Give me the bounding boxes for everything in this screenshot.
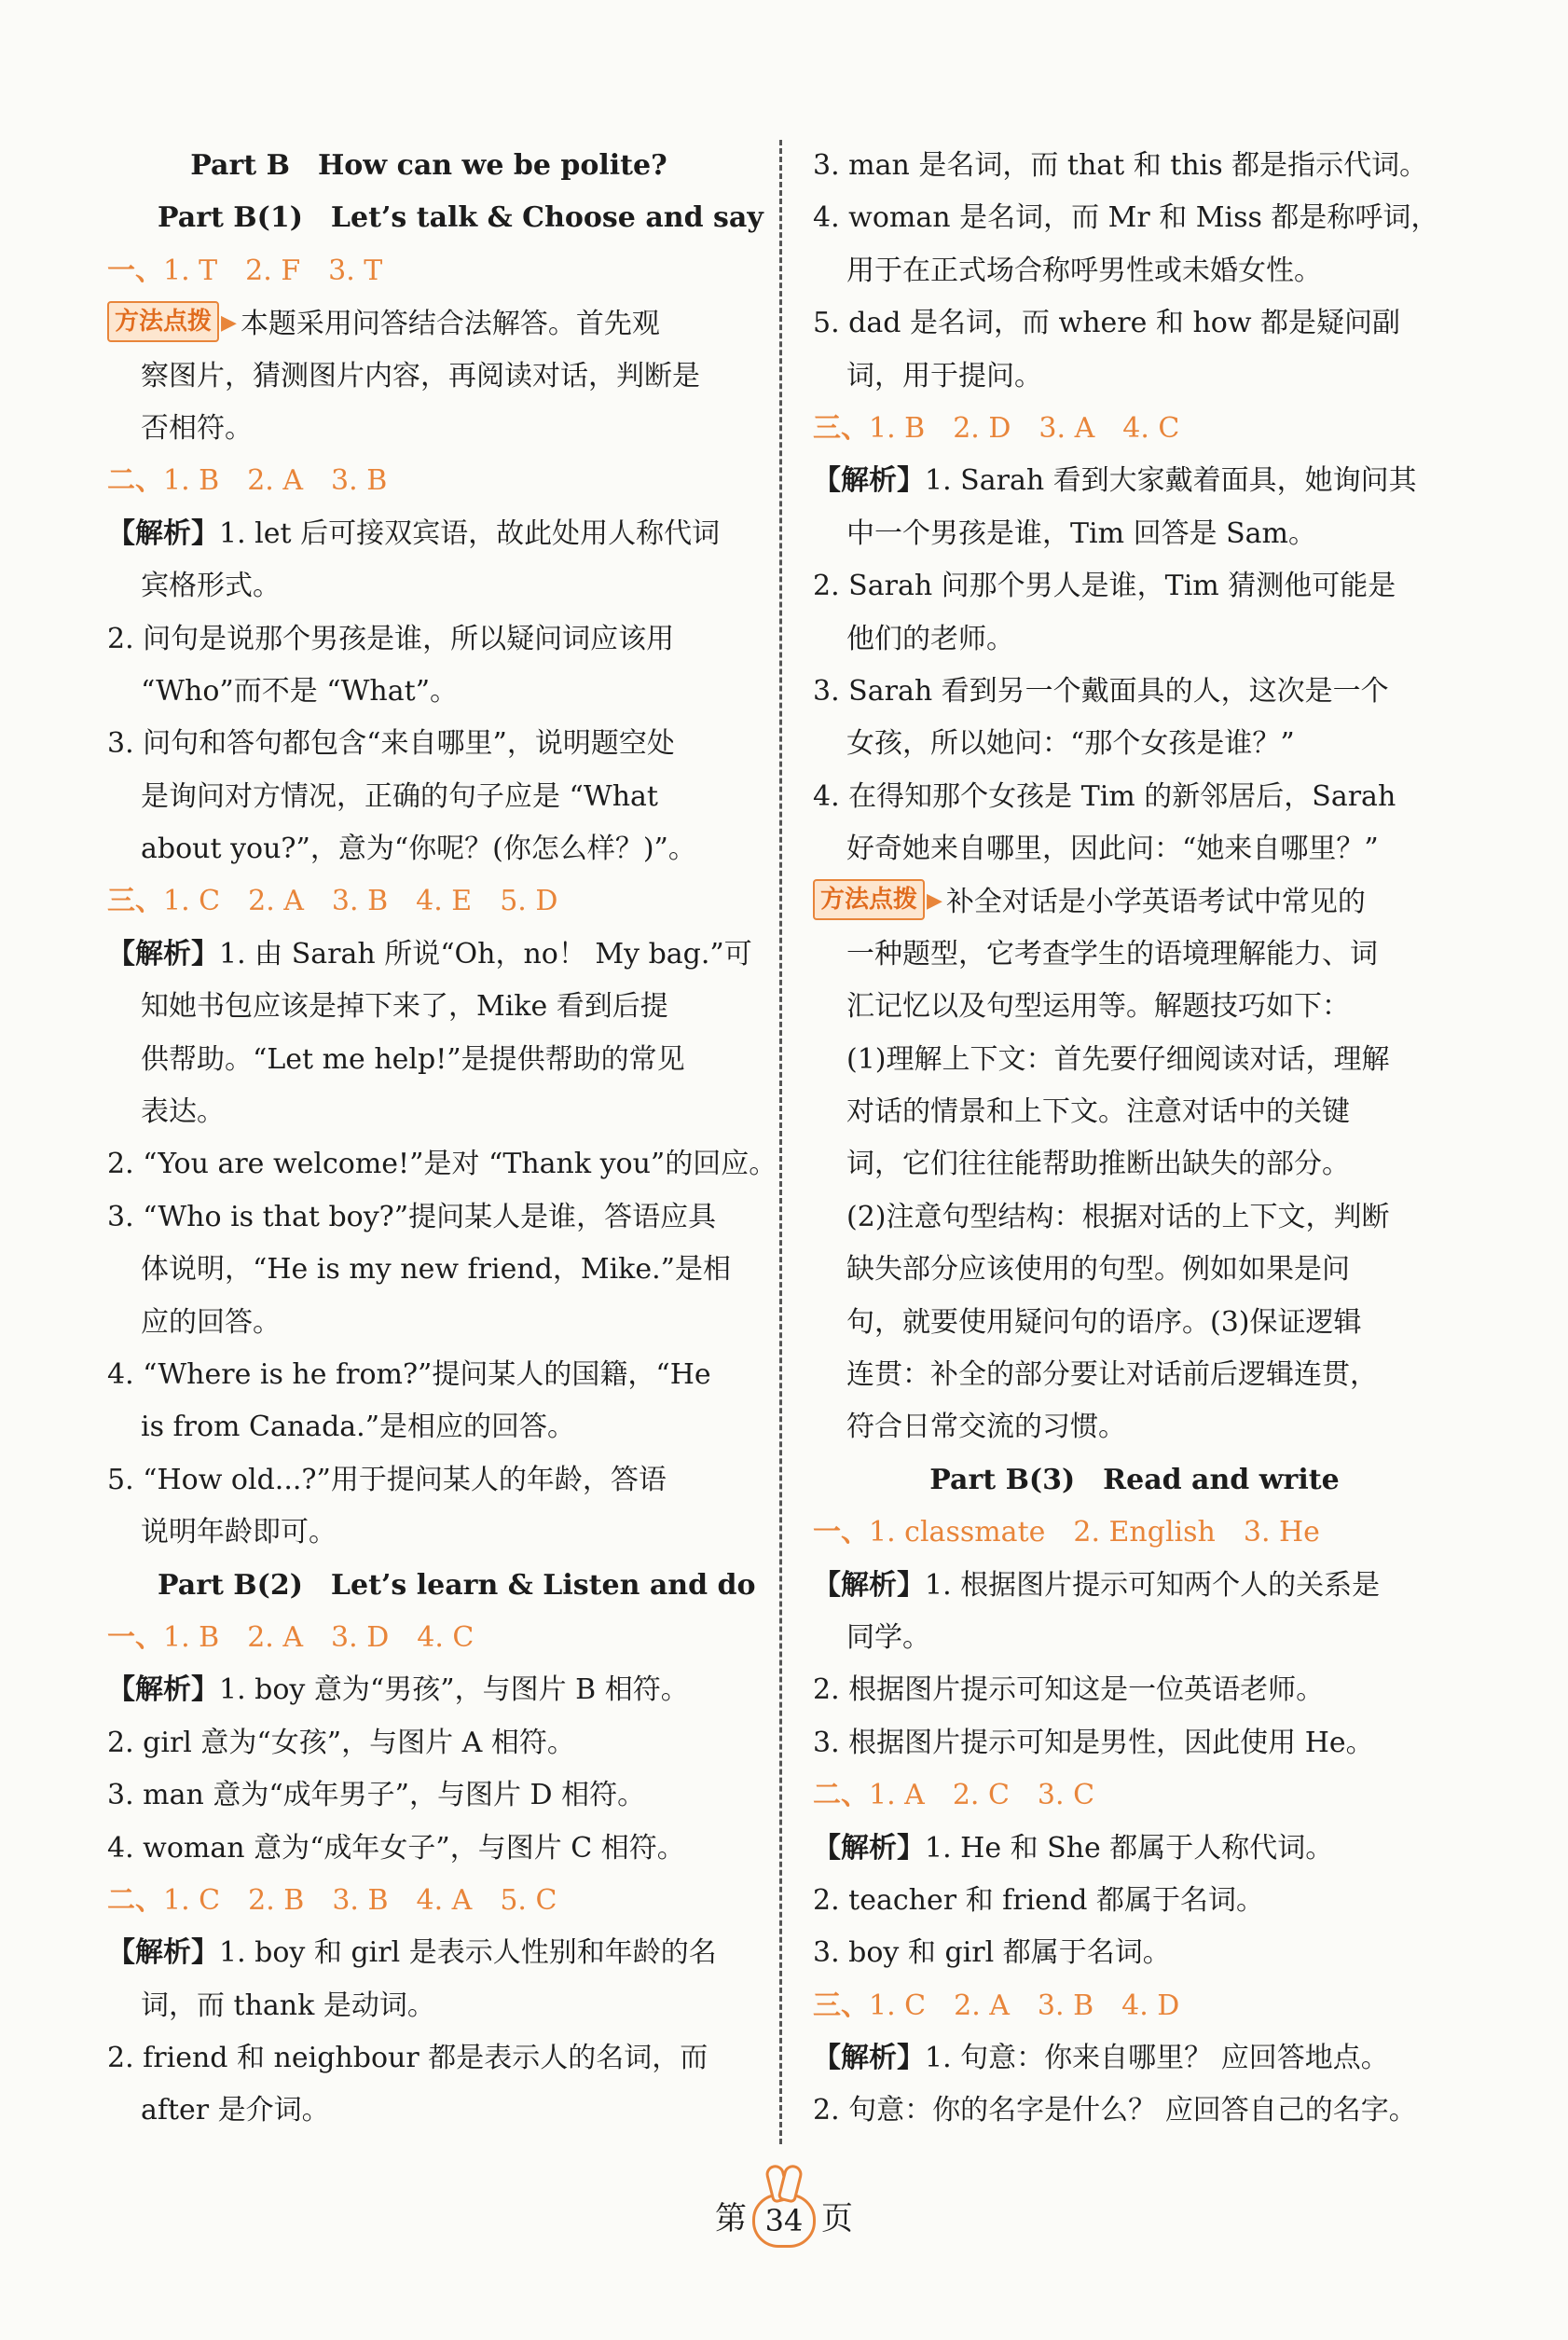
text-line: 3. man 是名词，而 that 和 this 都是指示代词。 bbox=[813, 149, 1428, 182]
text-line: “Who”而不是 “What”。 bbox=[141, 674, 459, 708]
explanation-label: 【解析】 bbox=[813, 464, 925, 498]
text-line: 说明年龄即可。 bbox=[141, 1516, 337, 1549]
method-tip bbox=[813, 875, 1456, 928]
text-line: 5. “How old...?”用于提问某人的年龄，答语 bbox=[107, 1463, 667, 1496]
text-line: 连贯：补全的部分要让对话前后逻辑连贯， bbox=[846, 1357, 1378, 1391]
answer-items: 1. B 2. A 3. B bbox=[163, 464, 388, 498]
text-line: 缺失部分应该使用的句型。例如如果是问 bbox=[846, 1253, 1350, 1287]
answer-line bbox=[107, 1612, 750, 1664]
text-line: 词，它们往往能帮助推断出缺失的部分。 bbox=[846, 1148, 1350, 1181]
text-line: 3. 根据图片提示可知是男性，因此使用 He。 bbox=[813, 1726, 1374, 1759]
explanation-line bbox=[813, 2032, 1456, 2085]
text-line: 4. woman 是名词，而 Mr 和 Miss 都是称呼词， bbox=[813, 201, 1439, 235]
text-line: 1. boy 和 girl 是表示人性别和年龄的名 bbox=[219, 1936, 717, 1970]
text-line: 应的回答。 bbox=[141, 1305, 281, 1339]
explanation-line bbox=[107, 1927, 750, 1979]
text-line: 2. teacher 和 friend 都属于名词。 bbox=[813, 1883, 1264, 1917]
page-footer bbox=[0, 2182, 1568, 2256]
explanation-label: 【解析】 bbox=[813, 1568, 925, 1602]
text-line: 察图片，猜测图片内容，再阅读对话，判断是 bbox=[141, 359, 700, 392]
method-tip bbox=[107, 297, 750, 350]
answer-items: 1. B 2. D 3. A 4. C bbox=[869, 411, 1180, 445]
explanation-label: 【解析】 bbox=[107, 1936, 219, 1970]
page-suffix: 页 bbox=[821, 2200, 853, 2237]
text-line: 4. “Where is he from?”提问某人的国籍，“He bbox=[107, 1357, 711, 1391]
text-line: 词，而 thank 是动词。 bbox=[141, 1989, 435, 2022]
text-line: 好奇她来自哪里，因此问：“她来自哪里？” bbox=[846, 833, 1379, 866]
answer-items: 1. C 2. A 3. B 4. E 5. D bbox=[163, 885, 558, 918]
answer-line bbox=[107, 875, 750, 928]
text-line: 1. He 和 She 都属于人称代词。 bbox=[925, 1831, 1334, 1865]
text-line: 1. 根据图片提示可知两个人的关系是 bbox=[925, 1568, 1381, 1602]
text-line: 3. 问句和答句都包含“来自哪里”，说明题空处 bbox=[107, 727, 675, 761]
answer-number: 三、 bbox=[813, 411, 869, 445]
section-title-b1: Part B(1) Let’s talk & Choose and say bbox=[158, 201, 763, 235]
arrow-icon: ▶ bbox=[221, 311, 237, 336]
section-title-b2: Part B(2) Let’s learn & Listen and do bbox=[158, 1568, 756, 1602]
answer-line bbox=[813, 1507, 1456, 1559]
method-tip-badge: 方法点拨 bbox=[813, 879, 925, 920]
text-line: 1. 句意：你来自哪里？ 应回答地点。 bbox=[925, 2042, 1389, 2075]
answer-items: 1. T 2. F 3. T bbox=[163, 254, 383, 287]
text-line: 用于在正式场合称呼男性或未婚女性。 bbox=[846, 254, 1322, 287]
text-line: 同学。 bbox=[846, 1620, 930, 1654]
text-line: 2. 根据图片提示可知这是一位英语老师。 bbox=[813, 1673, 1325, 1707]
answer-line bbox=[813, 403, 1456, 455]
right-column bbox=[813, 140, 1456, 2138]
text-line: is from Canada.”是相应的回答。 bbox=[141, 1411, 576, 1444]
text-line: 供帮助。“Let me help!”是提供帮助的常见 bbox=[141, 1042, 685, 1076]
text-line: about you?”，意为“你呢？(你怎么样？)”。 bbox=[141, 833, 696, 866]
explanation-line bbox=[107, 1664, 750, 1716]
text-line: 3. boy 和 girl 都属于名词。 bbox=[813, 1936, 1171, 1970]
text-line: 2. “You are welcome!”是对 “Thank you”的回应。 bbox=[107, 1148, 777, 1181]
explanation-line bbox=[107, 929, 750, 981]
part-title: Part B How can we be polite? bbox=[190, 149, 667, 182]
explanation-line bbox=[813, 1560, 1456, 1612]
page-number: 34 bbox=[764, 2203, 804, 2238]
text-line: 4. woman 意为“成年女子”，与图片 C 相符。 bbox=[107, 1831, 685, 1865]
answer-line bbox=[107, 455, 750, 507]
text-line: 本题采用问答结合法解答。首先观 bbox=[240, 308, 660, 341]
text-line: 2. 句意：你的名字是什么？ 应回答自己的名字。 bbox=[813, 2094, 1417, 2127]
page-number-badge bbox=[752, 2194, 816, 2248]
explanation-label: 【解析】 bbox=[813, 2042, 925, 2075]
explanation-line bbox=[107, 508, 750, 560]
explanation-label: 【解析】 bbox=[107, 1673, 219, 1707]
text-line: 对话的情景和上下文。注意对话中的关键 bbox=[846, 1095, 1350, 1129]
answer-number: 二、 bbox=[813, 1779, 869, 1812]
answer-items: 1. C 2. B 3. B 4. A 5. C bbox=[163, 1883, 557, 1917]
text-line: (2)注意句型结构：根据对话的上下文，判断 bbox=[846, 1200, 1390, 1233]
explanation-label: 【解析】 bbox=[813, 1831, 925, 1865]
text-line: 2. friend 和 neighbour 都是表示人的名词，而 bbox=[107, 2042, 708, 2075]
explanation-line bbox=[813, 455, 1456, 507]
text-line: 5. dad 是名词，而 where 和 how 都是疑问副 bbox=[813, 307, 1401, 340]
text-line: 符合日常交流的习惯。 bbox=[846, 1411, 1126, 1444]
text-line: 3. “Who is that boy?”提问某人是谁，答语应具 bbox=[107, 1200, 717, 1233]
answer-number: 一、 bbox=[107, 1620, 163, 1654]
text-line: 他们的老师。 bbox=[846, 622, 1014, 655]
text-line: 表达。 bbox=[141, 1095, 225, 1129]
text-line: 女孩，所以她问：“那个女孩是谁？” bbox=[846, 727, 1295, 761]
answer-items: 1. classmate 2. English 3. He bbox=[869, 1516, 1320, 1549]
explanation-label: 【解析】 bbox=[107, 937, 219, 970]
answer-number: 三、 bbox=[813, 1989, 869, 2022]
text-line: 1. boy 意为“男孩”，与图片 B 相符。 bbox=[219, 1673, 689, 1707]
explanation-label: 【解析】 bbox=[107, 516, 219, 550]
arrow-icon: ▶ bbox=[927, 889, 942, 914]
text-line: 中一个男孩是谁，Tim 回答是 Sam。 bbox=[846, 516, 1317, 550]
explanation-line bbox=[813, 1823, 1456, 1875]
answer-items: 1. C 2. A 3. B 4. D bbox=[869, 1989, 1180, 2022]
text-line: 补全对话是小学英语考试中常见的 bbox=[945, 886, 1366, 919]
text-line: 汇记忆以及句型运用等。解题技巧如下： bbox=[846, 990, 1350, 1024]
text-line: 1. let 后可接双宾语，故此处用人称代词 bbox=[219, 516, 721, 550]
text-line: 1. 由 Sarah 所说“Oh，no！ My bag.”可 bbox=[219, 937, 752, 970]
text-line: 1. Sarah 看到大家戴着面具，她询问其 bbox=[925, 464, 1417, 498]
answer-number: 二、 bbox=[107, 1883, 163, 1917]
section-title-b3: Part B(3) Read and write bbox=[929, 1463, 1340, 1496]
left-column bbox=[107, 140, 777, 2138]
answer-number: 二、 bbox=[107, 464, 163, 498]
text-line: 词，用于提问。 bbox=[846, 359, 1042, 392]
column-divider bbox=[779, 140, 782, 2144]
answer-items: 1. A 2. C 3. C bbox=[869, 1779, 1095, 1812]
page-prefix: 第 bbox=[715, 2200, 747, 2237]
text-line: 2. Sarah 问那个男人是谁，Tim 猜测他可能是 bbox=[813, 570, 1396, 603]
answer-line bbox=[107, 1875, 750, 1927]
text-line: after 是介词。 bbox=[141, 2094, 330, 2127]
text-line: 句，就要使用疑问句的语序。(3)保证逻辑 bbox=[846, 1305, 1362, 1339]
method-tip-badge: 方法点拨 bbox=[107, 301, 219, 342]
text-line: 知她书包应该是掉下来了，Mike 看到后提 bbox=[141, 990, 668, 1024]
answer-items: 1. B 2. A 3. D 4. C bbox=[163, 1620, 475, 1654]
text-line: 2. girl 意为“女孩”，与图片 A 相符。 bbox=[107, 1726, 575, 1759]
answer-number: 一、 bbox=[107, 254, 163, 287]
text-line: 一种题型，它考查学生的语境理解能力、词 bbox=[846, 937, 1378, 970]
answer-number: 三、 bbox=[107, 885, 163, 918]
text-line: 4. 在得知那个女孩是 Tim 的新邻居后，Sarah bbox=[813, 779, 1396, 813]
text-line: 是询问对方情况，正确的句子应是 “What bbox=[141, 779, 658, 813]
text-line: 否相符。 bbox=[141, 411, 253, 445]
text-line: 宾格形式。 bbox=[141, 570, 281, 603]
text-line: 体说明，“He is my new friend，Mike.”是相 bbox=[141, 1253, 731, 1287]
text-line: 2. 问句是说那个男孩是谁，所以疑问词应该用 bbox=[107, 622, 675, 655]
text-line: (1)理解上下文：首先要仔细阅读对话，理解 bbox=[846, 1042, 1390, 1076]
answer-line bbox=[813, 1980, 1456, 2032]
answer-line bbox=[813, 1769, 1456, 1822]
text-line: 3. man 意为“成年男子”，与图片 D 相符。 bbox=[107, 1779, 646, 1812]
answer-line bbox=[107, 245, 750, 297]
text-line: 3. Sarah 看到另一个戴面具的人，这次是一个 bbox=[813, 674, 1389, 708]
answer-number: 一、 bbox=[813, 1516, 869, 1549]
